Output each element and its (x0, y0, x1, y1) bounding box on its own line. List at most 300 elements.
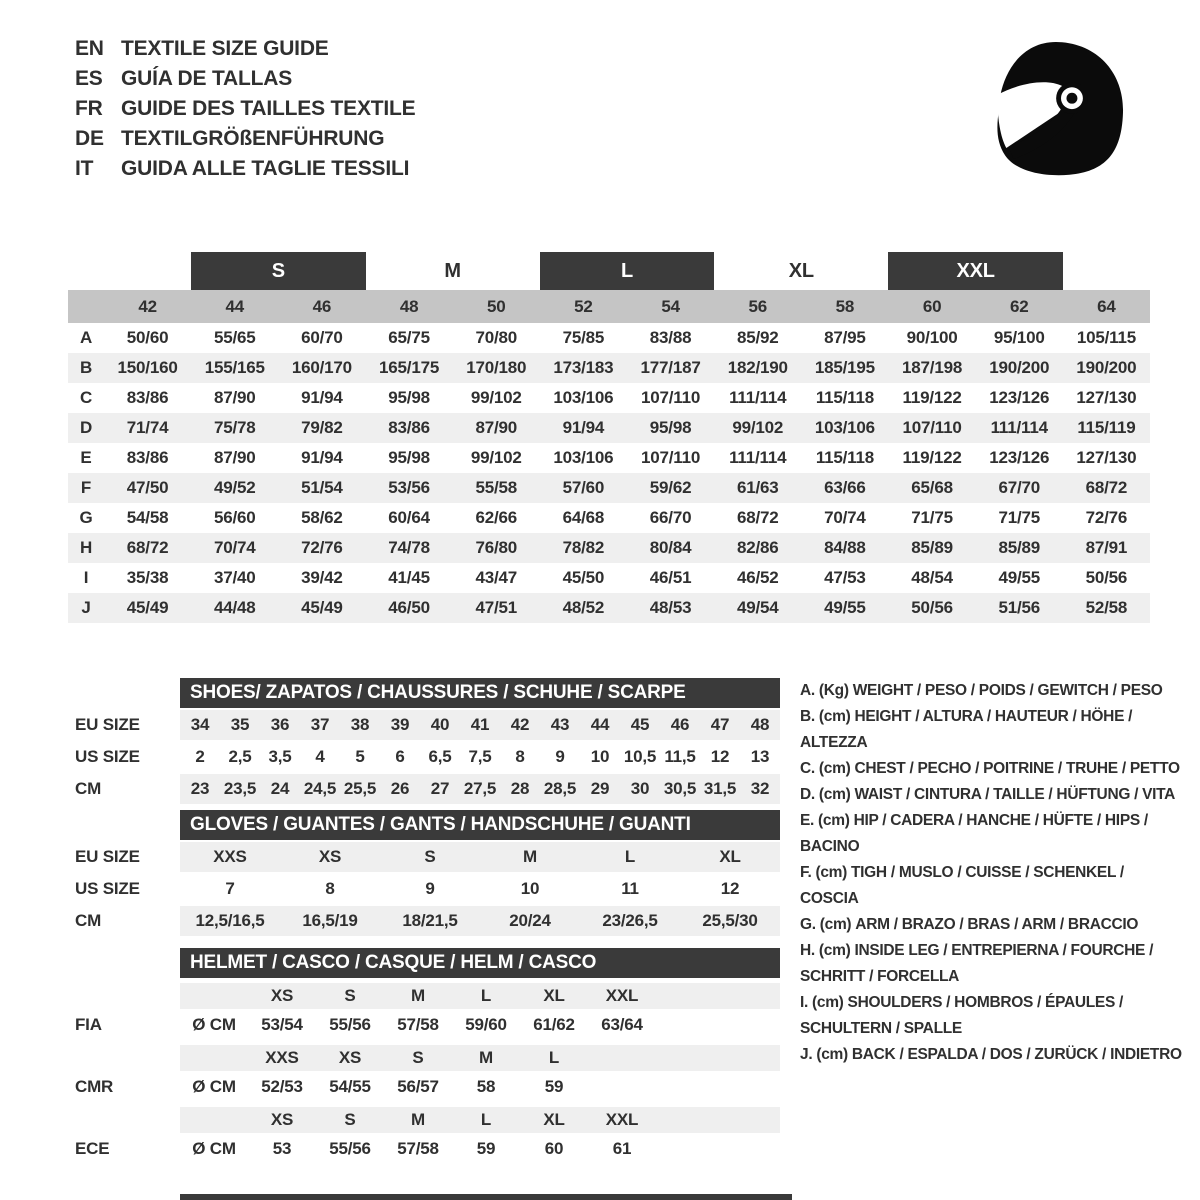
cell-value: 39 (390, 715, 410, 734)
values-grid (248, 1015, 656, 1035)
table-row (68, 842, 780, 872)
table-row (68, 906, 780, 936)
size-value: 78/82 (562, 538, 605, 557)
values-grid (248, 1077, 656, 1097)
row-values (180, 842, 780, 872)
size-value: 65/75 (388, 328, 430, 347)
cell-value: S (424, 847, 436, 866)
size-value: 87/90 (475, 418, 518, 437)
legend-text: HIP / CADERA / HANCHE / HÜFTE / HIPS / BACINO (800, 812, 1148, 855)
cell-value: 34 (190, 715, 210, 734)
size-value: 75/78 (213, 418, 256, 437)
helmet-values-row (68, 1133, 780, 1164)
legend-item (800, 938, 1182, 990)
size-value: 185/195 (814, 358, 875, 377)
helmet-sizes-row (68, 1045, 780, 1071)
helmet-size-table (68, 948, 780, 1164)
helmet-size-label: S (412, 1048, 424, 1067)
row-letter: D (79, 418, 93, 437)
size-value: 51/54 (301, 478, 343, 497)
size-value: 170/180 (466, 358, 527, 377)
size-value: 70/74 (213, 538, 256, 557)
size-value: 103/106 (814, 418, 875, 437)
guide-title: TEXTILE SIZE GUIDE (121, 37, 329, 60)
helmet-size-value: 53/54 (261, 1014, 303, 1034)
measurement-row (68, 413, 1150, 443)
size-value: 55/58 (475, 478, 518, 497)
size-value: 91/94 (301, 448, 343, 467)
size-value: 115/119 (1077, 418, 1136, 437)
helmet-size-value: 55/56 (329, 1014, 371, 1034)
size-value: 87/90 (213, 388, 256, 407)
size-value: 49/52 (213, 478, 256, 497)
title-block (75, 34, 415, 184)
size-group-s: S (191, 252, 365, 290)
diameter-prefix: Ø CM (192, 1014, 236, 1034)
helmet-size-label: XS (338, 1048, 362, 1067)
size-value: 44/48 (213, 598, 256, 617)
helmet-size-label: M (411, 1110, 425, 1129)
helmet-size-label: XS (270, 986, 294, 1005)
cell-value: 10,5 (623, 747, 657, 766)
size-value: 91/94 (301, 388, 343, 407)
size-value: 182/190 (727, 358, 788, 377)
legend-text: BACK / ESPALDA / DOS / ZURÜCK / INDIETRO (851, 1046, 1182, 1063)
cell-value: 11,5 (664, 747, 696, 766)
legend-text: HEIGHT / ALTURA / HAUTEUR / HÖHE / ALTEZZA (800, 708, 1133, 751)
size-value: 62/66 (475, 508, 518, 527)
helmet-size-value: 59 (544, 1076, 564, 1096)
helmet-size-label: XXL (605, 986, 639, 1005)
language-code: IT (75, 157, 94, 180)
helmet-size-value: 57/58 (397, 1014, 439, 1034)
size-number: 44 (225, 296, 244, 316)
size-number: 50 (486, 296, 506, 316)
cell-value: 13 (750, 747, 770, 766)
helmet-size-label: S (344, 1110, 356, 1129)
size-value: 63/66 (824, 478, 866, 497)
cropped-section-bar (180, 1194, 792, 1200)
size-value: 45/49 (301, 598, 343, 617)
size-value: 75/85 (562, 328, 605, 347)
size-value: 70/80 (475, 328, 518, 347)
cell-value: 9 (425, 879, 435, 898)
cell-value: 47 (710, 715, 730, 734)
size-value: 87/95 (824, 328, 866, 347)
size-value: 58/62 (301, 508, 343, 527)
diameter-prefix: Ø CM (192, 1076, 236, 1096)
size-value: 47/53 (824, 568, 866, 587)
size-value: 35/38 (126, 568, 169, 587)
size-value: 90/100 (906, 328, 958, 347)
title-row (75, 34, 415, 64)
title-row (75, 64, 415, 94)
language-code: ES (75, 67, 103, 90)
measurement-row (68, 563, 1150, 593)
cell-value: 20/24 (509, 911, 551, 930)
size-value: 66/70 (649, 508, 692, 527)
size-value: 95/98 (388, 448, 430, 467)
cell-value: XXS (213, 847, 247, 866)
size-value: 83/88 (649, 328, 692, 347)
size-value: 87/91 (1085, 538, 1128, 557)
size-value: 127/130 (1076, 388, 1137, 407)
size-value: 83/86 (126, 448, 169, 467)
cell-value: 45 (630, 715, 650, 734)
size-number: 60 (922, 296, 942, 316)
row-values (180, 906, 780, 936)
values-strip (180, 1133, 780, 1164)
cell-value: 10 (590, 747, 610, 766)
cell-value: 12 (710, 747, 730, 766)
size-number: 48 (399, 296, 419, 316)
legend-key: C. (cm) (800, 760, 851, 777)
size-number: 62 (1009, 296, 1029, 316)
title-row (75, 154, 415, 184)
size-value: 107/110 (641, 388, 701, 407)
size-value: 45/49 (126, 598, 169, 617)
measurement-row (68, 503, 1150, 533)
helmet-values-row (68, 1009, 780, 1040)
size-value: 55/65 (213, 328, 256, 347)
cell-value: 31,5 (703, 779, 737, 798)
cell-value: 28,5 (543, 779, 577, 798)
size-value: 67/70 (998, 478, 1041, 497)
cell-value: 41 (470, 715, 490, 734)
measurement-row (68, 323, 1150, 353)
size-value: 37/40 (213, 568, 256, 587)
size-number: 42 (138, 296, 157, 316)
size-value: 79/82 (301, 418, 343, 437)
legend-item (800, 704, 1182, 756)
size-value: 150/160 (117, 358, 178, 377)
sizes-grid (248, 1110, 656, 1130)
helmet-size-label: L (480, 1110, 492, 1129)
size-value: 107/110 (902, 418, 962, 437)
size-number: 52 (574, 296, 593, 316)
size-value: 64/68 (562, 508, 605, 527)
main-size-table (68, 252, 1150, 623)
size-value: 49/55 (824, 598, 866, 617)
legend-item (800, 990, 1182, 1042)
size-value: 49/55 (998, 568, 1041, 587)
sizes-strip (180, 1107, 780, 1133)
size-value: 43/47 (475, 568, 518, 587)
row-letter: I (83, 568, 89, 587)
gloves-size-table (68, 810, 780, 936)
cell-value: 24 (270, 779, 290, 798)
size-value: 95/98 (649, 418, 692, 437)
size-value: 83/86 (126, 388, 169, 407)
row-label: EU SIZE (75, 715, 140, 734)
cell-value: 18/21,5 (402, 911, 458, 930)
row-label: US SIZE (75, 879, 140, 898)
standard-label: FIA (75, 1014, 102, 1034)
size-value: 190/200 (1076, 358, 1137, 377)
helmet-size-value: 55/56 (329, 1138, 371, 1158)
size-value: 48/54 (911, 568, 953, 587)
table-row (68, 774, 780, 804)
cell-value: 7 (225, 879, 235, 898)
legend-item (800, 678, 1182, 704)
size-number: 54 (661, 296, 680, 316)
cell-value: 29 (590, 779, 610, 798)
cell-value: 37 (310, 715, 330, 734)
size-value: 68/72 (1085, 478, 1128, 497)
legend-item (800, 782, 1182, 808)
helmet-size-value: 61/62 (533, 1014, 575, 1034)
size-number: 64 (1097, 296, 1116, 316)
guide-title: GUÍA DE TALLAS (121, 67, 293, 90)
cell-value: 8 (325, 879, 335, 898)
size-value: 123/126 (989, 388, 1050, 407)
size-value: 99/102 (732, 418, 784, 437)
size-value: 50/60 (126, 328, 169, 347)
row-label: EU SIZE (75, 847, 140, 866)
size-value: 111/114 (990, 418, 1048, 437)
legend-key: H. (cm) (800, 942, 851, 959)
size-value: 111/114 (729, 388, 787, 407)
size-value: 83/86 (388, 418, 430, 437)
table-row (68, 742, 780, 772)
size-value: 119/122 (902, 448, 962, 467)
size-value: 41/45 (388, 568, 430, 587)
legend-item (800, 1042, 1182, 1068)
size-value: 91/94 (562, 418, 605, 437)
size-value: 70/74 (824, 508, 866, 527)
section-header: SHOES/ ZAPATOS / CHAUSSURES / SCHUHE / SCARPE (180, 678, 780, 708)
size-value: 85/92 (736, 328, 779, 347)
helmet-size-value: 58 (476, 1076, 496, 1096)
cell-value: 25,5/30 (702, 911, 758, 930)
size-value: 103/106 (553, 448, 614, 467)
size-value: 71/74 (126, 418, 169, 437)
size-value: 155/165 (204, 358, 265, 377)
size-value: 71/75 (998, 508, 1041, 527)
measurement-legend (800, 678, 1182, 1068)
size-value: 46/51 (649, 568, 692, 587)
cell-value: 28 (510, 779, 530, 798)
cell-value: 6 (395, 747, 405, 766)
cell-value: 38 (350, 715, 370, 734)
size-value: 76/80 (475, 538, 518, 557)
size-group-l: L (540, 252, 714, 290)
legend-text: WEIGHT / PESO / POIDS / GEWITCH / PESO (852, 682, 1163, 699)
size-value: 45/50 (562, 568, 605, 587)
cell-value: 23 (190, 779, 210, 798)
helmet-size-value: 52/53 (261, 1076, 303, 1096)
section-header: HELMET / CASCO / CASQUE / HELM / CASCO (180, 948, 780, 978)
cell-value: 44 (590, 715, 610, 734)
legend-key: G. (cm) (800, 916, 852, 933)
size-value: 60/70 (301, 328, 343, 347)
row-values (180, 742, 780, 772)
cell-value: 30 (630, 779, 650, 798)
cell-value: 8 (515, 747, 525, 766)
size-value: 50/56 (1085, 568, 1128, 587)
cell-value: 23/26,5 (602, 911, 658, 930)
cell-value: 3,5 (268, 747, 292, 766)
racing-helmet-icon (982, 30, 1140, 198)
row-values (180, 710, 780, 740)
legend-text: CHEST / PECHO / POITRINE / TRUHE / PETTO (854, 760, 1180, 777)
size-value: 53/56 (388, 478, 430, 497)
title-row (75, 124, 415, 154)
helmet-size-value: 57/58 (397, 1138, 439, 1158)
helmet-size-value: 59/60 (465, 1014, 507, 1034)
size-value: 50/56 (911, 598, 953, 617)
table-row (68, 710, 780, 740)
size-group-row (68, 252, 1150, 290)
size-value: 105/115 (1076, 328, 1136, 347)
size-value: 68/72 (736, 508, 779, 527)
diameter-prefix: Ø CM (192, 1138, 236, 1158)
size-value: 82/86 (736, 538, 779, 557)
sizes-strip (180, 983, 780, 1009)
cell-value: 40 (430, 715, 450, 734)
helmet-size-label: L (480, 986, 492, 1005)
helmet-size-label: XXS (265, 1048, 299, 1067)
size-group-m: M (444, 260, 461, 282)
size-value: 68/72 (126, 538, 169, 557)
legend-key: B. (cm) (800, 708, 851, 725)
cell-value: 6,5 (428, 747, 452, 766)
cell-value: 16,5/19 (302, 911, 358, 930)
size-value: 39/42 (301, 568, 343, 587)
row-label: CM (75, 779, 102, 798)
size-value: 80/84 (649, 538, 692, 557)
helmet-size-label: XL (543, 1110, 565, 1129)
cell-value: 42 (510, 715, 530, 734)
guide-title: GUIDA ALLE TAGLIE TESSILI (121, 157, 410, 180)
cell-value: M (523, 847, 537, 866)
cell-value: 25,5 (343, 779, 377, 798)
cell-value: 7,5 (468, 747, 492, 766)
row-letter: J (81, 598, 91, 617)
legend-text: SHOULDERS / HOMBROS / ÉPAULES / SCHULTERN / SPALLE (800, 994, 1124, 1037)
row-letter: B (79, 358, 93, 377)
size-value: 48/53 (649, 598, 692, 617)
helmet-size-label: L (548, 1048, 560, 1067)
size-value: 160/170 (291, 358, 352, 377)
measurement-row (68, 353, 1150, 383)
sizes-grid (248, 986, 656, 1006)
legend-text: INSIDE LEG / ENTREPIERNA / FOURCHE / SCHRITT / FORCELLA (800, 942, 1154, 985)
row-letter: F (80, 478, 92, 497)
size-value: 46/50 (388, 598, 430, 617)
row-values (180, 774, 780, 804)
size-value: 187/198 (902, 358, 963, 377)
guide-title: GUIDE DES TAILLES TEXTILE (121, 97, 416, 120)
cell-value: 48 (750, 715, 770, 734)
helmet-values-row (68, 1071, 780, 1102)
size-value: 119/122 (902, 388, 962, 407)
values-strip (180, 1009, 780, 1040)
cell-value: 35 (230, 715, 250, 734)
sizes-grid (248, 1048, 656, 1068)
legend-key: I. (cm) (800, 994, 844, 1011)
size-value: 85/89 (911, 538, 953, 557)
size-value: 95/98 (388, 388, 430, 407)
cell-value: 12 (720, 879, 740, 898)
row-letter: C (79, 388, 93, 407)
row-letter: G (79, 508, 93, 527)
size-value: 71/75 (911, 508, 953, 527)
sizes-strip (180, 1045, 780, 1071)
legend-item (800, 808, 1182, 860)
section-header: GLOVES / GUANTES / GANTS / HANDSCHUHE / GUANTI (180, 810, 780, 840)
legend-text: TIGH / MUSLO / CUISSE / SCHENKEL / COSCIA (800, 864, 1124, 907)
cell-value: 27 (430, 779, 450, 798)
size-value: 87/90 (213, 448, 256, 467)
size-value: 74/78 (388, 538, 430, 557)
measurement-row (68, 443, 1150, 473)
cell-value: 23,5 (223, 779, 257, 798)
cell-value: 4 (315, 747, 325, 766)
size-value: 65/68 (911, 478, 953, 497)
size-value: 123/126 (989, 448, 1050, 467)
helmet-size-value: 54/55 (329, 1076, 371, 1096)
cell-value: 2 (195, 747, 205, 766)
cell-value: 10 (520, 879, 540, 898)
row-label: CM (75, 911, 102, 930)
language-code: EN (75, 37, 104, 60)
helmet-size-label: XS (270, 1110, 294, 1129)
measurement-row (68, 533, 1150, 563)
size-number: 46 (312, 296, 332, 316)
row-letter: A (79, 328, 93, 347)
title-row (75, 94, 415, 124)
size-number-row (68, 290, 1150, 323)
cell-value: 12,5/16,5 (195, 911, 265, 930)
helmet-size-value: 56/57 (397, 1076, 439, 1096)
cell-value: 43 (550, 715, 570, 734)
size-number: 56 (748, 296, 767, 316)
helmet-size-label: XL (543, 986, 565, 1005)
cell-value: 5 (355, 747, 365, 766)
helmet-size-label: M (411, 986, 425, 1005)
size-value: 177/187 (640, 358, 701, 377)
size-value: 99/102 (470, 448, 522, 467)
cell-value: 36 (270, 715, 290, 734)
size-value: 56/60 (213, 508, 256, 527)
helmet-size-label: M (479, 1048, 493, 1067)
values-strip (180, 1071, 780, 1102)
legend-key: J. (cm) (800, 1046, 848, 1063)
size-group-xl: XL (788, 260, 814, 282)
table-row (68, 874, 780, 904)
cell-value: 9 (555, 747, 565, 766)
legend-key: A. (Kg) (800, 682, 849, 699)
row-letter: E (80, 448, 92, 467)
cell-value: 24,5 (303, 779, 337, 798)
size-value: 115/118 (815, 448, 874, 467)
helmet-sizes-row (68, 983, 780, 1009)
size-value: 107/110 (641, 448, 701, 467)
legend-text: WAIST / CINTURA / TAILLE / HÜFTUNG / VITA (854, 786, 1176, 803)
cell-value: 46 (670, 715, 690, 734)
cell-value: XL (719, 847, 741, 866)
size-value: 59/62 (649, 478, 692, 497)
measurement-row (68, 473, 1150, 503)
row-letter: H (79, 538, 93, 557)
size-value: 72/76 (301, 538, 343, 557)
size-value: 46/52 (736, 568, 779, 587)
size-value: 51/56 (998, 598, 1041, 617)
standard-label: ECE (75, 1138, 110, 1158)
helmet-size-label: XXL (605, 1110, 639, 1129)
helmet-size-value: 63/64 (601, 1014, 643, 1034)
